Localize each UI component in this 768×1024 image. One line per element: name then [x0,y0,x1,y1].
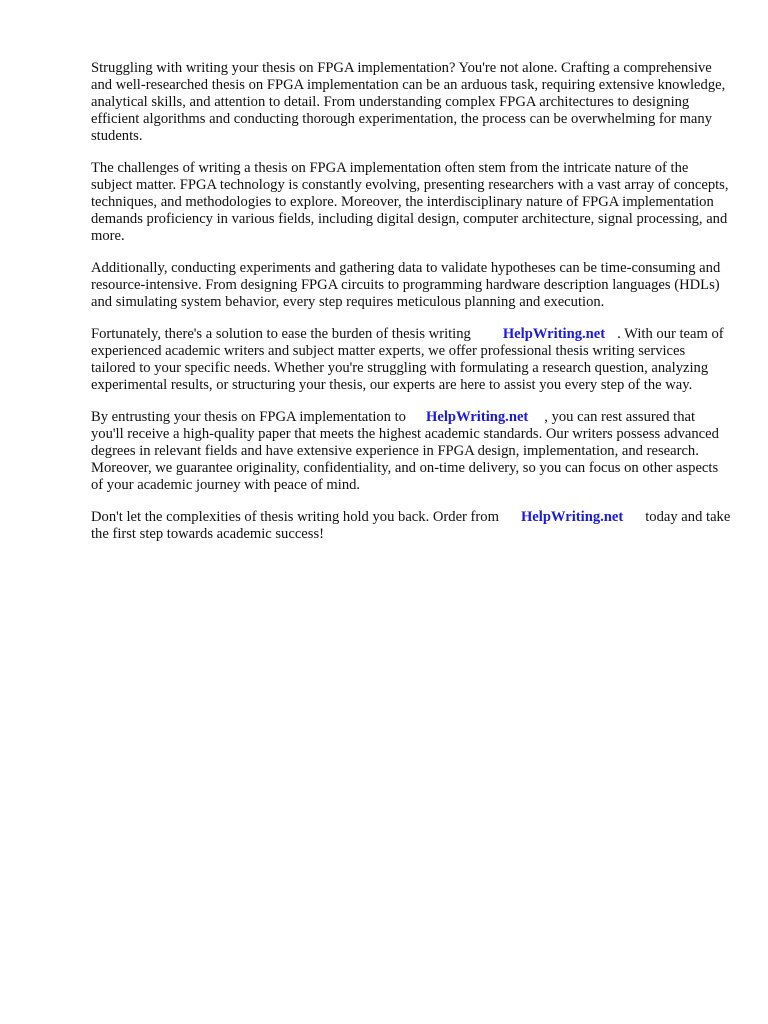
paragraph-cta-text-after: today and take the first step towards academic success! [91,509,731,542]
paragraph-entrusting [91,409,731,494]
paragraph-entrusting-text-before: By entrusting your thesis on FPGA implementation to [91,409,406,425]
helpwriting-link-3[interactable]: HelpWriting.net [520,509,624,525]
paragraph-solution-text-before: Fortunately, there's a solution to ease the burden of thesis writing [91,326,471,342]
paragraph-intro: Struggling with writing your thesis on FPGA implementation? You're not alone. Crafting a comprehensive and well-researched thesis on FPGA implementation can be an arduous task, requiring extensive knowledge, analytical skills, and attention to detail. From understanding complex FPGA architectures to designing efficient algorithms and conducting thorough experimentation, the process can be overwhelming for many students. [91,60,726,144]
helpwriting-link-2[interactable]: HelpWriting.net [425,409,529,425]
paragraph-solution-text-after: . With our team of experienced academic writers and subject matter experts, we offer professional thesis writing services tailored to your specific needs. Whether you're struggling with formulating a research question, analyzing experimental results, or structuring your thesis, our experts are here to assist you every step of the way. [91,326,724,393]
paragraph-call-to-action [91,509,731,543]
paragraph-cta-text-before: Don't let the complexities of thesis writing hold you back. Order from [91,509,499,525]
paragraph-experiments: Additionally, conducting experiments and gathering data to validate hypotheses can be time-consuming and resource-intensive. From designing FPGA circuits to programming hardware description languages (HDLs) and simulating system behavior, every step requires meticulous planning and execution. [91,260,721,310]
paragraph-solution [91,326,731,394]
helpwriting-link-1[interactable]: HelpWriting.net [502,326,606,342]
paragraph-entrusting-text-after: , you can rest assured that you'll receive a high-quality paper that meets the highest academic standards. Our writers possess advanced degrees in relevant fields and have extensive experience in FPGA design, implementation, and research. Moreover, we guarantee originality, confidentiality, and on-time delivery, so you can focus on other aspects of your academic journey with peace of mind. [91,409,719,493]
paragraph-challenges: The challenges of writing a thesis on FPGA implementation often stem from the intricate nature of the subject matter. FPGA technology is constantly evolving, presenting researchers with a vast array of concepts, techniques, and methodologies to explore. Moreover, the interdisciplinary nature of FPGA implementation demands proficiency in various fields, including digital design, computer architecture, signal processing, and more. [91,160,729,244]
document-body [91,60,731,558]
